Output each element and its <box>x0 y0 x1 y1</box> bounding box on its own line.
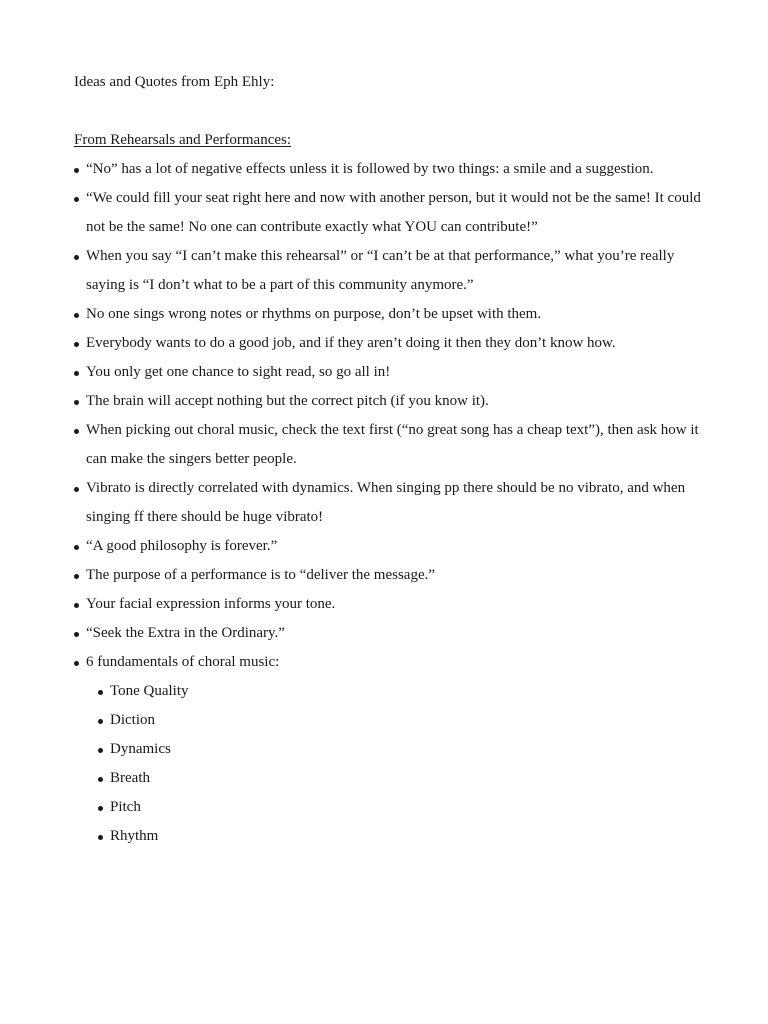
section-heading: From Rehearsals and Performances: <box>74 132 292 148</box>
sub-list-item <box>98 677 708 706</box>
list-item-text: “Seek the Extra in the Ordinary.” <box>86 625 285 641</box>
bullet-icon <box>98 690 103 695</box>
bullet-icon <box>98 748 103 753</box>
bullet-icon <box>74 429 79 434</box>
sub-list-item-text: Breath <box>110 770 150 786</box>
blank-line <box>74 97 708 126</box>
list-item <box>74 387 708 416</box>
sub-list-item <box>98 764 708 793</box>
bullet-icon <box>98 777 103 782</box>
sub-list-item <box>98 735 708 764</box>
list-item-text: Your facial expression informs your tone. <box>86 596 336 612</box>
list-item-text: 6 fundamentals of choral music: <box>86 654 280 670</box>
list-item-text: The purpose of a performance is to “deliver the message.” <box>86 567 436 583</box>
bullet-icon <box>74 487 79 492</box>
list-item-text: Vibrato is directly correlated with dynamics. When singing pp there should be no vibrato, and when singing ff there should be huge vibrato! <box>86 480 686 525</box>
bullet-icon <box>74 661 79 666</box>
document-title: Ideas and Quotes from Eph Ehly: <box>74 74 275 90</box>
list-item-text: “No” has a lot of negative effects unless it is followed by two things: a smile and a suggestion. <box>86 161 654 177</box>
list-item-text: The brain will accept nothing but the correct pitch (if you know it). <box>86 393 489 409</box>
list-item <box>74 184 708 242</box>
list-item <box>74 619 708 648</box>
list-item <box>74 474 708 532</box>
list-item <box>74 155 708 184</box>
list-item <box>74 561 708 590</box>
list-item <box>74 532 708 561</box>
sub-list-item-text: Pitch <box>110 799 141 815</box>
list-item-text: “A good philosophy is forever.” <box>86 538 278 554</box>
sub-list-item-text: Tone Quality <box>110 683 189 699</box>
bullet-icon <box>74 342 79 347</box>
list-item-text: When picking out choral music, check the text first (“no great song has a cheap text”), then ask how it can make the singers better people. <box>86 422 699 467</box>
list-item <box>74 590 708 619</box>
sub-list-item <box>98 822 708 851</box>
list-item <box>74 329 708 358</box>
bullet-icon <box>98 835 103 840</box>
sub-list-item-text: Diction <box>110 712 155 728</box>
list-item <box>74 416 708 474</box>
list-item-text: No one sings wrong notes or rhythms on purpose, don’t be upset with them. <box>86 306 542 322</box>
bullet-icon <box>74 197 79 202</box>
bullet-icon <box>74 545 79 550</box>
bullet-icon <box>74 168 79 173</box>
list-item-text: “We could fill your seat right here and now with another person, but it would not be the same! It could not be the same! No one can contribute exactly what YOU can contribute!” <box>86 190 701 235</box>
list-item-text: Everybody wants to do a good job, and if they aren’t doing it then they don’t know how. <box>86 335 616 351</box>
bullet-icon <box>98 719 103 724</box>
list-item-text: When you say “I can’t make this rehearsal” or “I can’t be at that performance,” what you’re really saying is “I don’t what to be a part of this community anymore.” <box>86 248 675 293</box>
bullet-icon <box>74 313 79 318</box>
bullet-icon <box>74 255 79 260</box>
quote-list <box>74 155 708 851</box>
sub-list-item-text: Dynamics <box>110 741 171 757</box>
sub-list-item <box>98 793 708 822</box>
list-item <box>74 358 708 387</box>
list-item <box>74 300 708 329</box>
sub-list-item <box>98 706 708 735</box>
fundamentals-list <box>86 677 708 851</box>
bullet-icon <box>74 574 79 579</box>
bullet-icon <box>98 806 103 811</box>
list-item <box>74 242 708 300</box>
bullet-icon <box>74 400 79 405</box>
bullet-icon <box>74 632 79 637</box>
sub-list-item-text: Rhythm <box>110 828 159 844</box>
list-item <box>74 648 708 851</box>
bullet-icon <box>74 603 79 608</box>
bullet-icon <box>74 371 79 376</box>
list-item-text: You only get one chance to sight read, so go all in! <box>86 364 391 380</box>
